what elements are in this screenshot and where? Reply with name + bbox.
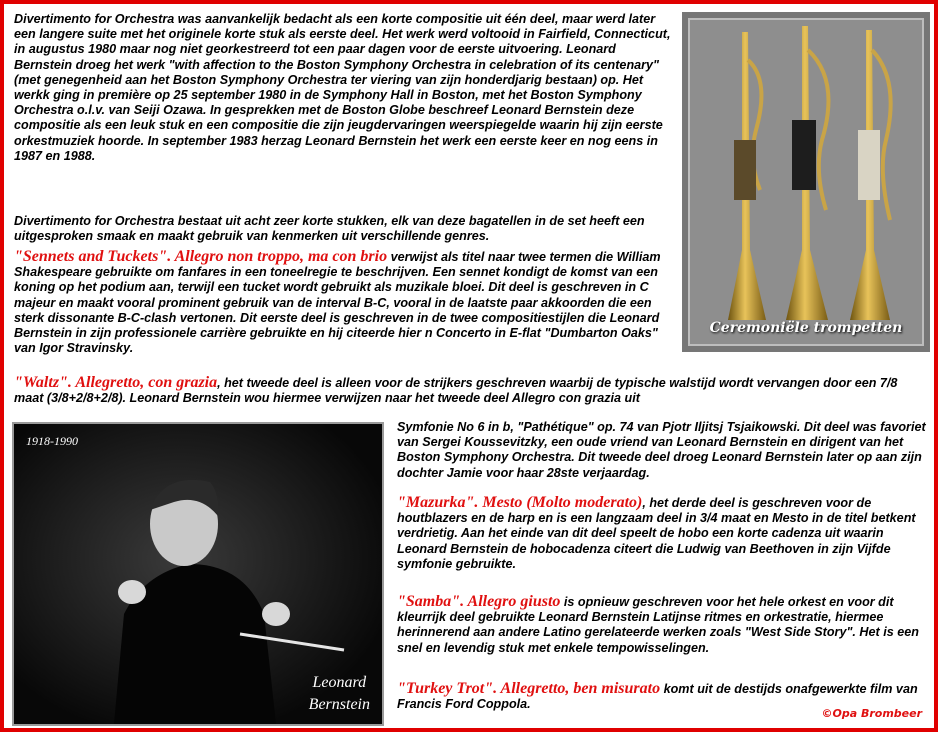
trumpets-photo-frame [688, 18, 924, 346]
structure-paragraph: Divertimento for Orchestra bestaat uit acht zeer korte stukken, elk van deze bagatellen in de set heeft een uitgesproken smaak en maakt gebruik van kenmerken uit verschillende genres. [14, 214, 645, 244]
trumpets-illustration [690, 20, 924, 346]
trumpets-photo [682, 12, 930, 352]
conductor-right-hand [262, 602, 290, 626]
movement-title-turkey-trot: "Turkey Trot". Allegretto, ben misurato [397, 680, 661, 697]
movement-text-samba: is opnieuw geschreven voor het hele orkest en voor dit kleurrijk deel gebruikte Leonard Bernstein Latijnse ritmes en orkestratie, hiermee herinnerend aan andere Latino gerelateerde werken zoals "West Side Story". Het is een snel en levendig stuk met enkele tempowisselingen. [397, 595, 919, 655]
movement-sennets [14, 249, 678, 356]
trumpets-caption: Ceremoniële trompetten [709, 320, 903, 336]
movement-waltz [14, 375, 930, 406]
movement-text-turkey-trot: komt uit de destijds onafgewerkte film van Francis Ford Coppola. [397, 682, 918, 712]
conductor-left-hand [118, 580, 146, 604]
movement-text-mazurka: , het derde deel is geschreven voor de houtblazers en de harp en is een langzaam deel in 3/4 maat en Mesto in de titel betkent verdrietig. Aan het einde van dit deel speelt de hobo een korte cadenza uit waarin Leonard Bernstein de hobocadenza citeert die Ludwig van Beethoven in zijn Vijfde symfonie gebruikte. [397, 496, 916, 571]
movement-mazurka [397, 495, 931, 572]
movement-title-samba: "Samba". Allegro giusto [397, 593, 561, 610]
copyright-notice: ©Opa Brombeer [821, 707, 922, 720]
caption-last-name: Bernstein [308, 696, 370, 713]
movement-title-waltz: "Waltz". Allegretto, con grazia [14, 374, 218, 391]
movement-waltz-continued: Symfonie No 6 in b, "Pathétique" op. 74 van Pjotr Iljitsj Tsjaikowski. Dit deel was favoriet van Sergei Koussevitzky, een oude vriend van Leonard Bernstein en dirigent van het Boston Symphony Orchestra. Dit tweede deel droeg Leonard Bernstein later op aan zijn dochter Jamie voor haar 28ste verjaardag. [397, 420, 926, 480]
movement-title-sennets: "Sennets and Tuckets". Allegro non troppo, ma con brio [14, 248, 388, 265]
movement-text-waltz: , het tweede deel is alleen voor de strijkers geschreven waarbij de typische walstijd wordt vervangen door een 7/8 maat (3/8+2/8+2/8). Leonard Bernstein wou hiermee verwijzen naar het tweede deel Allegro con grazia uit [14, 376, 898, 406]
movement-text-sennets: verwijst als titel naar twee termen die William Shakespeare gebruikte om fanfares in een toneelregie te beschrijven. Een sennet kondigt de komst van een koning op het podium aan, terwijl een tucket wordt gebruikt als muzikale bloei. Dit deel is geschreven in C majeur en maakt vooral prominent gebruik van de interval B-C, vooral in de laatste paar akkoorden die een sterk dissonante B-C-clash vertonen. Dit eerste deel is geschreven in de twee compositiestijlen die Leonard Bernstein in zijn professionele carrière gebruikte en hij citeerde hier n Concerto in E-flat "Dumbarton Oaks" van Igor Stravinsky. [14, 250, 661, 356]
movement-samba [397, 594, 931, 656]
bernstein-caption [309, 672, 370, 716]
bernstein-photo [12, 422, 384, 726]
caption-first-name: Leonard [312, 674, 367, 691]
movement-title-mazurka: "Mazurka". Mesto (Molto moderato) [397, 494, 643, 511]
life-years: 1918-1990 [26, 434, 78, 448]
intro-paragraph: Divertimento for Orchestra was aanvankelijk bedacht als een korte compositie uit één deel, maar werd later een langere suite met het originele korte stuk als eerste deel. Het werk werd voltooid in Fairfield, Connecticut, in augustus 1980 maar nog niet georkestreerd tot een paar dagen voor de eerste uitvoering. Leonard Bernstein droeg het werk "with affection to the Boston Symphony Orchestra in celebration of its centenary" (met genegenheid aan het Boston Symphony Orchestra ter viering van zijn honderdjarig bestaan) op. Het werkk ging in première op 25 september 1980 in de Symphony Hall in Boston, met het Boston Symphony Orchestra o.l.v. van Seiji Ozawa. In gesprekken met de Boston Globe beschreef Leonard Bernstein deze compositie als een leuk stuk en een compositie die zijn jeugdervaringen weerspiegelde waarin hij zijn eerste orkestmuziek hoorde. In september 1983 herzag Leonard Bernstein het werk een eerste keer en nog eens in 1987 en 1988. [14, 12, 671, 163]
